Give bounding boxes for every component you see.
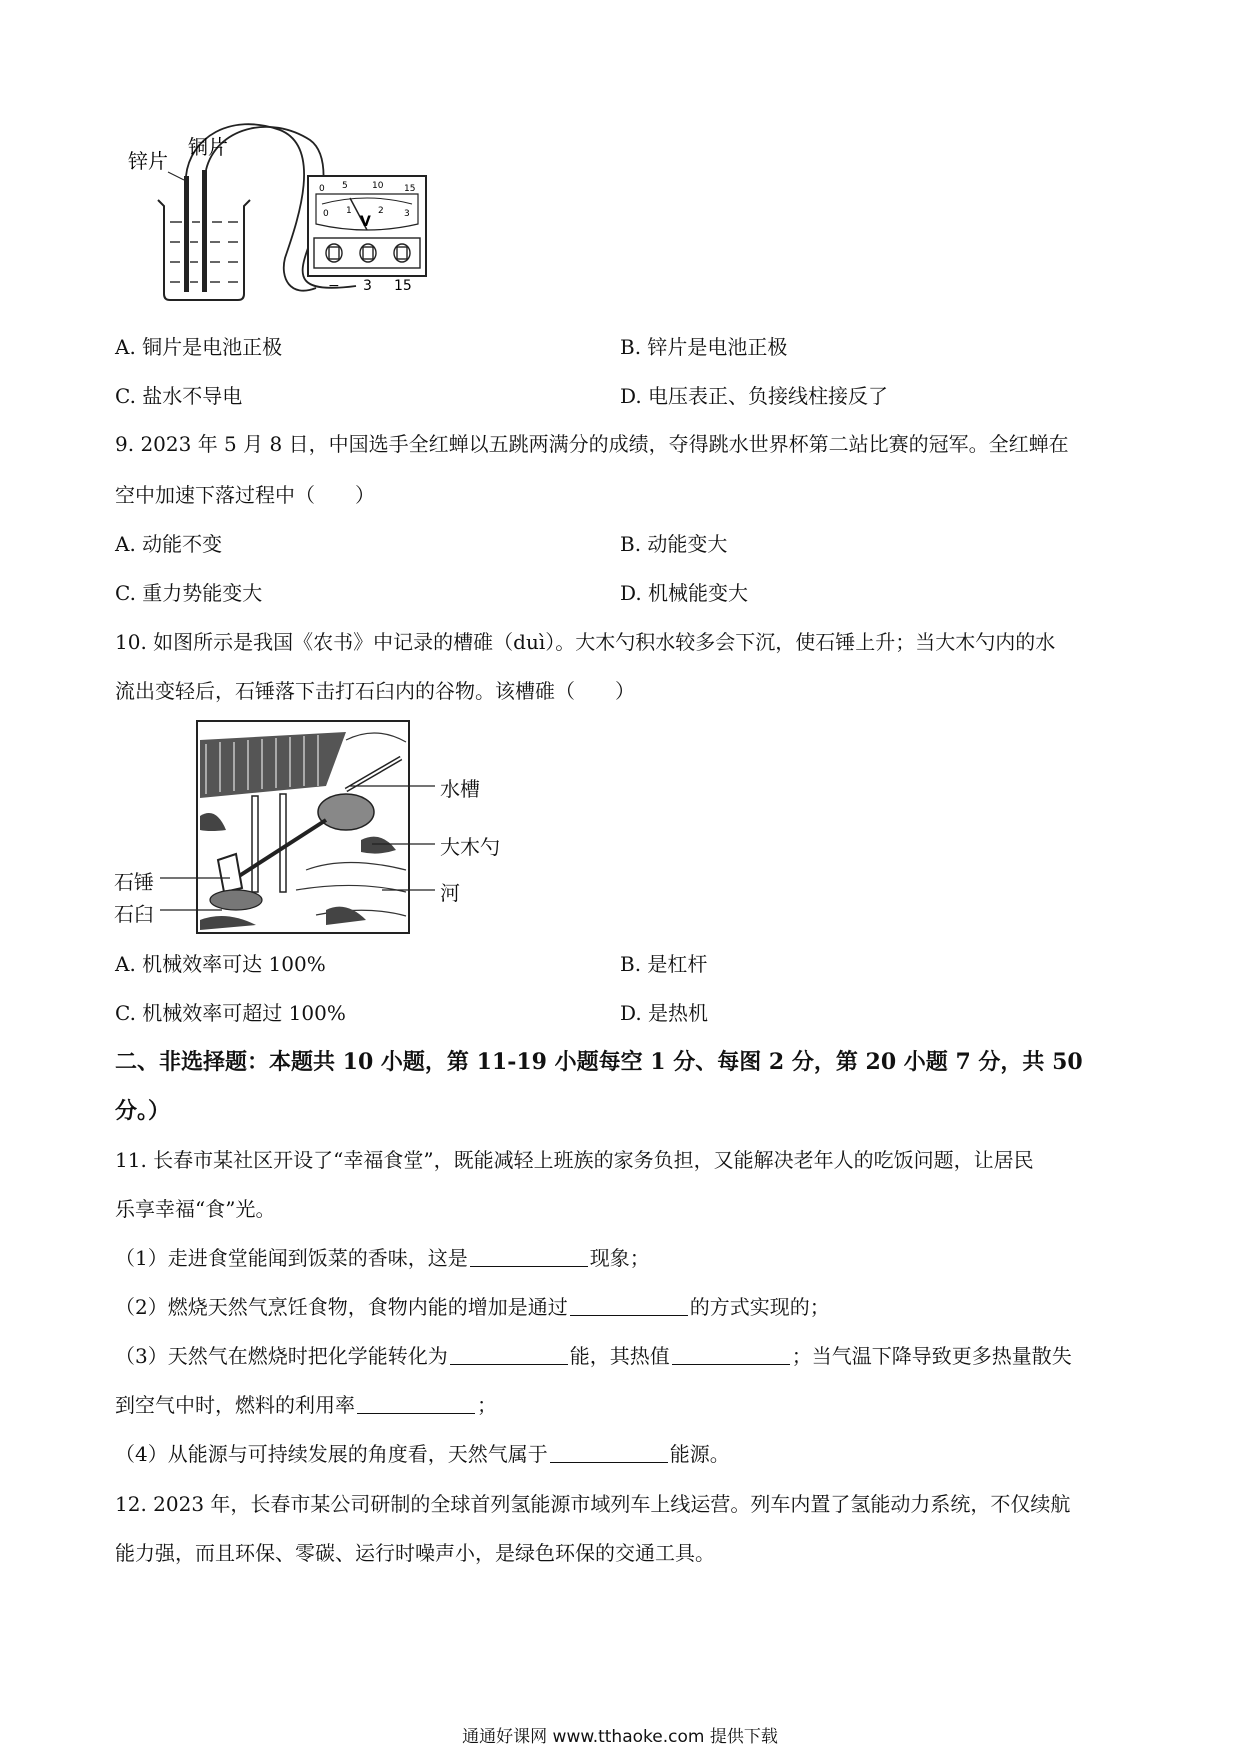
q9-option-c: C. 重力势能变大 (115, 581, 263, 605)
q11-part2: （2）燃烧天然气烹饪食物，食物内能的增加是通过 的方式实现的； (115, 1295, 830, 1319)
svg-text:10: 10 (372, 181, 384, 191)
q8-option-b: B. 锌片是电池正极 (620, 335, 788, 359)
svg-text:1: 1 (346, 206, 352, 216)
q9-stem-line2: 空中加速下落过程中（ ） (115, 483, 375, 507)
voltmeter-symbol: V (360, 214, 371, 230)
label-hammer: 石锤 (114, 870, 154, 894)
voltaic-cell-figure (120, 118, 460, 308)
q9-option-a: A. 动能不变 (115, 532, 223, 556)
answer-blank[interactable] (570, 1295, 688, 1316)
section-heading-line2: 分。） (115, 1098, 171, 1124)
zinc-plate (184, 176, 189, 292)
q10-option-d: D. 是热机 (620, 1001, 709, 1025)
svg-text:15: 15 (394, 278, 412, 294)
q11-part3: （3）天然气在燃烧时把化学能转化为 能，其热值 ；当气温下降导致更多热量散失 (115, 1344, 1072, 1368)
answer-blank[interactable] (470, 1246, 588, 1267)
q11-part3-cont: 到空气中时，燃料的利用率 ； (115, 1393, 497, 1417)
svg-text:3: 3 (404, 209, 410, 219)
q9-option-d: D. 机械能变大 (620, 581, 749, 605)
q9-stem-line1: 9. 2023 年 5 月 8 日，中国选手全红蝉以五跳两满分的成绩，夺得跳水世界杯第二站比赛的冠军。全红蝉在 (115, 432, 1069, 456)
q8-option-c: C. 盐水不导电 (115, 384, 243, 408)
q10-stem-line1: 10. 如图所示是我国《农书》中记录的槽碓（duì）。大木勺积水较多会下沉，使石锤上升；当大木勺内的水 (115, 630, 1056, 654)
q8-option-a: A. 铜片是电池正极 (115, 335, 283, 359)
svg-text:5: 5 (342, 181, 348, 191)
svg-text:−: − (328, 278, 340, 294)
q11-stem-line1: 11. 长春市某社区开设了“幸福食堂”，既能减轻上班族的家务负担，又能解决老年人的吃饭问题，让居民 (115, 1148, 1034, 1172)
svg-text:3: 3 (363, 278, 372, 294)
copper-plate (202, 170, 207, 292)
svg-text:15: 15 (404, 184, 416, 194)
q10-option-b: B. 是杠杆 (620, 952, 708, 976)
terminals (326, 244, 410, 262)
svg-text:0: 0 (319, 184, 325, 194)
svg-text:0: 0 (323, 209, 329, 219)
q11-part4: （4）从能源与可持续发展的角度看，天然气属于 能源。 (115, 1442, 730, 1466)
answer-blank[interactable] (450, 1344, 568, 1365)
answer-blank[interactable] (672, 1344, 790, 1365)
q12-stem-line2: 能力强，而且环保、零碳、运行时噪声小，是绿色环保的交通工具。 (115, 1541, 715, 1565)
label-ladle: 大木勺 (440, 835, 500, 859)
label-trough: 水槽 (440, 777, 480, 801)
answer-blank[interactable] (550, 1442, 668, 1463)
label-river: 河 (440, 881, 460, 905)
q10-option-a: A. 机械效率可达 100% (115, 952, 326, 976)
q10-option-c: C. 机械效率可超过 100% (115, 1001, 346, 1025)
q9-option-b: B. 动能变大 (620, 532, 728, 556)
q11-part1: （1）走进食堂能闻到饭菜的香味，这是 现象； (115, 1246, 650, 1270)
hammer-callouts (160, 720, 460, 934)
q12-stem-line1: 12. 2023 年，长春市某公司研制的全球首列氢能源市域列车上线运营。列车内置了氢能动力系统，不仅续航 (115, 1492, 1071, 1516)
q11-stem-line2: 乐享幸福“食”光。 (115, 1197, 276, 1221)
answer-blank[interactable] (357, 1393, 475, 1414)
page-footer: 通通好课网 www.tthaoke.com 提供下载 (462, 1727, 778, 1747)
label-mortar: 石臼 (114, 902, 154, 926)
copper-label: 铜片 (188, 135, 228, 159)
q8-option-d: D. 电压表正、负接线柱接反了 (620, 384, 889, 408)
q10-stem-line2: 流出变轻后，石锤落下击打石臼内的谷物。该槽碓（ ） (115, 679, 635, 703)
svg-text:2: 2 (378, 206, 384, 216)
section-heading-line1: 二、非选择题：本题共 10 小题，第 11-19 小题每空 1 分、每图 2 分，第 20 小题 7 分，共 50 (115, 1049, 1083, 1075)
zinc-label: 锌片 (128, 149, 168, 173)
